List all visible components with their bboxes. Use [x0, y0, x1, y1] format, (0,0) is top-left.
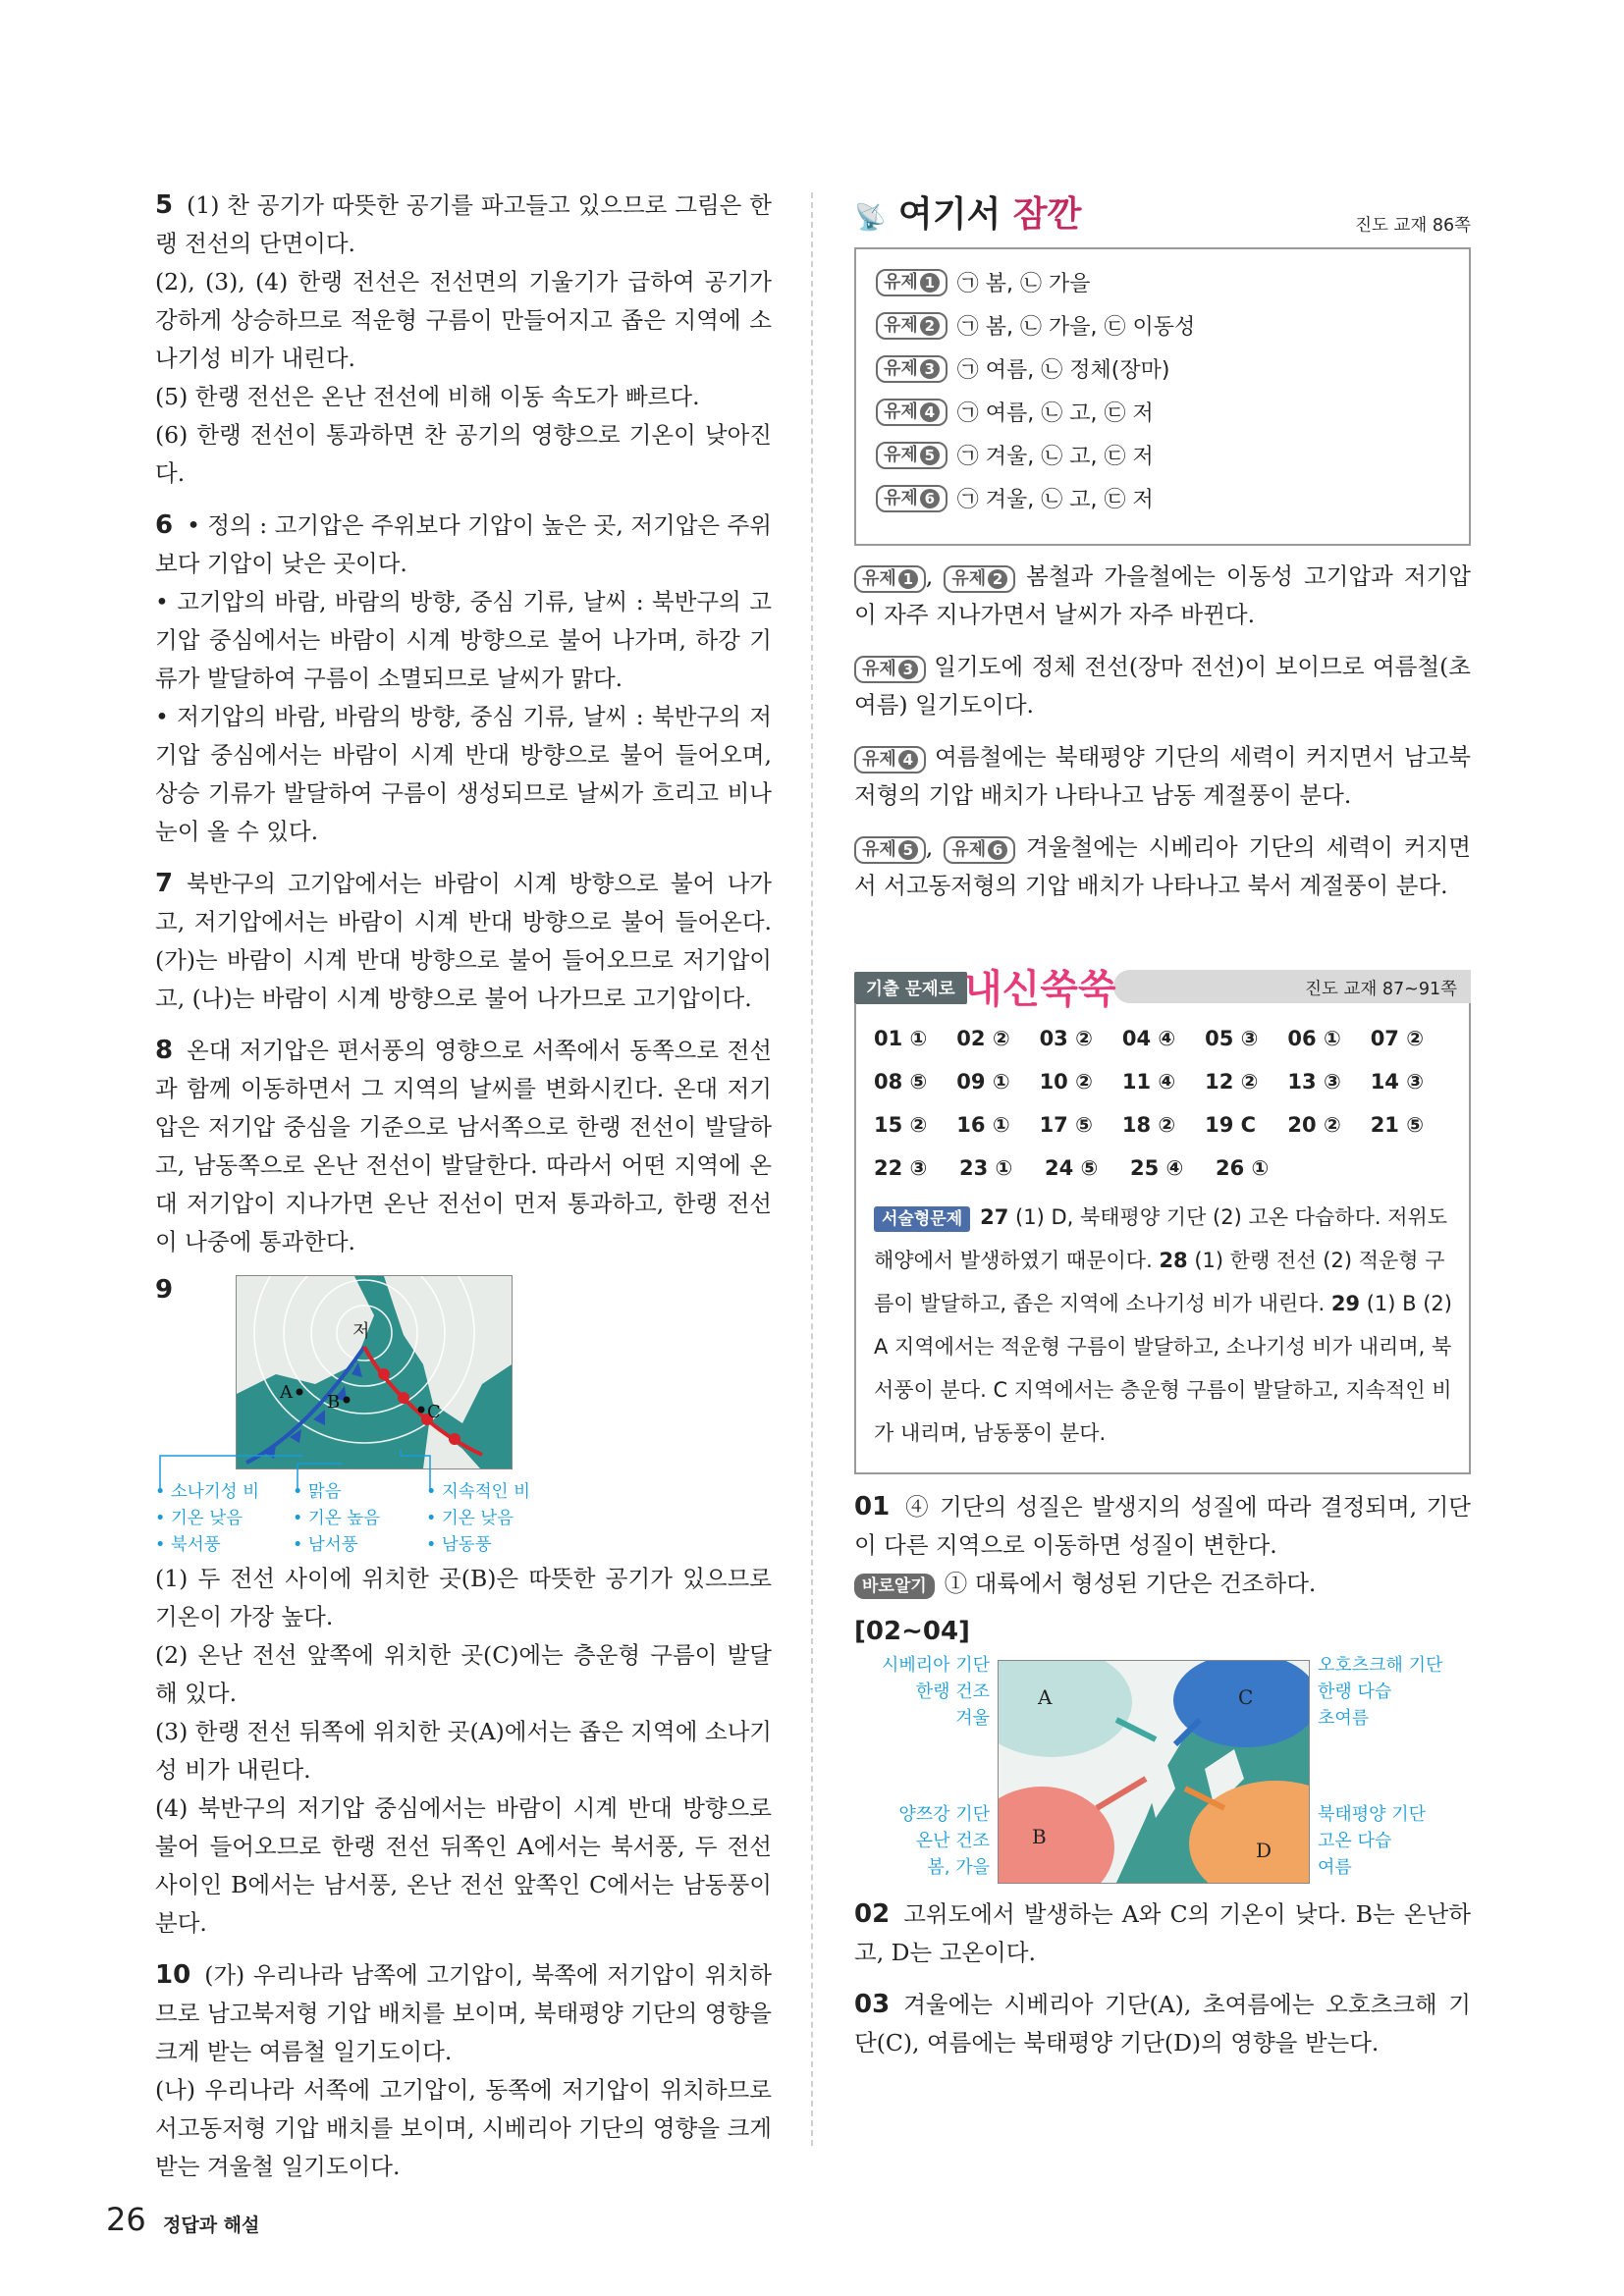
yeogi-jamkkan-title: 📡 여기서 잠깐	[854, 194, 1082, 235]
legend-point-c: • 지속적인 비 • 기온 낮음 • 남동풍	[426, 1482, 530, 1555]
naesin-page-ref: 진도 교재 87~91쪽	[1305, 980, 1457, 999]
answer-9-diagram	[155, 1275, 772, 1560]
point-b-label: B	[327, 1392, 341, 1413]
yuje-row-1: 유제 1 ㉠ 봄, ㉡ 가을	[876, 267, 1091, 297]
answer-5-line-1: 5 (1) 찬 공기가 따뜻한 공기를 파고들고 있으므로 그림은 한랭 전선의 단면이다.	[155, 190, 772, 257]
yuje-note-1-2: 유제 1 , 유제 2 봄철과 가을철에는 이동성 고기압과 저기압이 자주 지나가면서 날씨가 자주 바뀐다.	[854, 562, 1471, 628]
yuje-tag: 유제 3	[876, 355, 947, 383]
answer-7-text: 북반구의 고기압에서는 바람이 시계 방향으로 불어 나가고, 저기압에서는 바람이 시계 반대 방향으로 불어 들어온다. (가)는 바람이 시계 반대 방향으로 불어 들어오므로 저기압이고, (나)는 바람이 시계 방향으로 불어 나가므로 고기압이다.	[155, 870, 772, 1012]
answer-key-row: 22 ③ 23 ① 24 ⑤ 25 ④ 26 ①	[874, 1156, 1270, 1180]
yuje-tag: 유제 1	[876, 269, 947, 296]
footer-label: 정답과 해설	[163, 2215, 260, 2236]
yuje-tag: 유제 6	[876, 485, 947, 512]
weather-map-svg	[237, 1276, 512, 1468]
left-column	[155, 187, 772, 2200]
answer-10-line-2: (나) 우리나라 서쪽에 고기압이, 동쪽에 저기압이 위치하므로 서고동저형 기압 배치를 보이며, 시베리아 기단의 영향을 크게 받는 겨울철 일기도이다.	[155, 2076, 772, 2180]
answer-9-number: 9	[155, 1275, 174, 1305]
column-divider	[811, 192, 813, 2146]
answer-9	[155, 1560, 772, 1943]
point-a-dot	[297, 1389, 303, 1396]
answer-10	[155, 1956, 772, 2186]
answer-6-number: 6	[155, 510, 174, 540]
answer-01: 01 ④ 기단의 성질은 발생지의 성질에 따라 결정되며, 기단이 다른 지역으로 이동하면 성질이 변한다. 바로알기 ① 대륙에서 형성된 기단은 건조하다.	[854, 1492, 1471, 1597]
mass-a-label: A	[1038, 1685, 1053, 1709]
answer-6	[155, 507, 772, 851]
yeogi-jamkkan-box	[854, 187, 1471, 546]
yuje-tag: 유제 2	[876, 312, 947, 340]
answer-5-line-4: (6) 한랭 전선이 통과하면 찬 공기의 영향으로 기온이 낮아진다.	[155, 421, 772, 487]
mass-b-label: B	[1032, 1825, 1047, 1848]
point-c-label: C	[427, 1402, 441, 1422]
essay-tag: 서술형문제	[874, 1206, 970, 1232]
answer-9-line-4: (4) 북반구의 저기압 중심에서는 바람이 시계 반대 방향으로 불어 들어오므로 한랭 전선 뒤쪽인 A에서는 북서풍, 두 전선 사이인 B에서는 남서풍, 온난 전선 앞쪽인 C에서는 남동풍이 분다.	[155, 1794, 772, 1937]
yuje-note-3: 유제 3 일기도에 정체 전선(장마 전선)이 보이므로 여름철(초여름) 일기도이다.	[854, 653, 1471, 719]
legend-point-b: • 맑음 • 기온 높음 • 남서풍	[293, 1482, 381, 1555]
answer-5-line-2: (2), (3), (4) 한랭 전선은 전선면의 기울기가 급하여 공기가 강하게 상승하므로 적운형 구름이 만들어지고 좁은 지역에 소나기성 비가 내린다.	[155, 268, 772, 372]
yuje-tag: 유제 4	[876, 399, 947, 426]
point-c-dot	[418, 1407, 425, 1414]
barun-algi-tag: 바로알기	[854, 1574, 935, 1599]
answer-5-number: 5	[155, 190, 174, 220]
answer-7	[155, 865, 772, 1018]
naesin-title: 내신쑥쑥	[964, 967, 1116, 1012]
answer-10-number: 10	[155, 1960, 191, 1990]
air-mass-diagram	[854, 1652, 1471, 1888]
yuje-row-4: 유제 4 ㉠ 여름, ㉡ 고, ㉢ 저	[876, 397, 1154, 427]
question-range: [02~04]	[854, 1617, 970, 1646]
answer-6-line-3: • 저기압의 바람, 바람의 방향, 중심 기류, 날씨 : 북반구의 저기압 중심에서는 바람이 시계 반대 방향으로 불어 들어오며, 상승 기류가 발달하여 구름이 생성되므로 날씨가 흐리고 비나 눈이 올 수 있다.	[155, 703, 772, 845]
answer-6-line-1: 6 • 정의 : 고기압은 주위보다 기압이 높은 곳, 저기압은 주위보다 기압이 낮은 곳이다.	[155, 510, 772, 577]
answer-8-number: 8	[155, 1036, 174, 1065]
answer-03: 03 겨울에는 시베리아 기단(A), 초여름에는 오호츠크해 기단(C), 여름에는 북태평양 기단(D)의 영향을 받는다.	[854, 1990, 1471, 2056]
mass-d-label: D	[1256, 1839, 1272, 1862]
label-north-pacific: 북태평양 기단 고온 다습 여름	[1318, 1804, 1427, 1878]
yuje-row-5: 유제 5 ㉠ 겨울, ㉡ 고, ㉢ 저	[876, 440, 1154, 470]
answer-5	[155, 187, 772, 493]
yuje-row-6: 유제 6 ㉠ 겨울, ㉡ 고, ㉢ 저	[876, 483, 1154, 513]
answer-key-row: 08 ⑤ 09 ① 10 ② 11 ④ 12 ② 13 ③ 14 ③	[874, 1070, 1425, 1094]
yeogi-page-ref: 진도 교재 86쪽	[1355, 216, 1471, 236]
mass-c-label: C	[1238, 1685, 1254, 1709]
naesin-tag: 기출 문제로	[854, 972, 967, 1004]
yuje-note-4: 유제 4 여름철에는 북태평양 기단의 세력이 커지면서 남고북저형의 기압 배치가 나타나고 남동 계절풍이 분다.	[854, 743, 1471, 809]
label-siberia: 시베리아 기단 한랭 건조 겨울	[881, 1655, 990, 1729]
answer-5-line-3: (5) 한랭 전선은 온난 전선에 비해 이동 속도가 빠르다.	[155, 383, 700, 410]
satellite-icon: 📡	[854, 203, 887, 233]
answer-02: 02 고위도에서 발생하는 A와 C의 기온이 낮다. B는 온난하고, D는 고온이다.	[854, 1899, 1471, 1966]
answer-6-line-2: • 고기압의 바람, 바람의 방향, 중심 기류, 날씨 : 북반구의 고기압 중심에서는 바람이 시계 방향으로 불어 나가며, 하강 기류가 발달하여 구름이 소멸되므로 날씨가 맑다.	[155, 588, 772, 692]
air-mass-map-svg	[999, 1661, 1309, 1883]
air-mass-map	[998, 1660, 1310, 1884]
yuje-tag: 유제 5	[876, 442, 947, 469]
naesin-ssukssuk-box	[854, 964, 1471, 1474]
yuje-row-3: 유제 3 ㉠ 여름, ㉡ 정체(장마)	[876, 353, 1169, 384]
page-number: 26	[106, 2201, 146, 2238]
answer-10-line-1: 10 (가) 우리나라 남쪽에 고기압이, 북쪽에 저기압이 위치하므로 남고북저형 기압 배치를 보이며, 북태평양 기단의 영향을 크게 받는 여름철 일기도이다.	[155, 1960, 772, 2065]
label-yangtze: 양쯔강 기단 온난 건조 봄, 가을	[898, 1804, 990, 1878]
answer-9-line-3: (3) 한랭 전선 뒤쪽에 위치한 곳(A)에서는 좁은 지역에 소나기성 비가 내린다.	[155, 1718, 772, 1784]
answer-8-text: 온대 저기압은 편서풍의 영향으로 서쪽에서 동쪽으로 전선과 함께 이동하면서 그 지역의 날씨를 변화시킨다. 온대 저기압은 저기압 중심을 기준으로 남서쪽으로 한랭 전선이 발달하고, 남동쪽으로 온난 전선이 발달한다. 따라서 어떤 지역에 온대 저기압이 지나가면 온난 전선이 먼저 통과하고, 한랭 전선이 나중에 통과한다.	[155, 1037, 772, 1255]
yuje-row-2: 유제 2 ㉠ 봄, ㉡ 가을, ㉢ 이동성	[876, 310, 1195, 341]
point-b-dot	[344, 1397, 351, 1404]
point-a-label: A	[280, 1382, 293, 1403]
low-center-label: 저	[352, 1321, 370, 1342]
essay-answers: 서술형문제 27 (1) D, 북태평양 기단 (2) 고온 다습하다. 저위도 해양에서 발생하였기 때문이다. 28 (1) 한랭 전선 (2) 적운형 구름이 발달하고, 좁은 지역에 소나기성 비가 내린다. 29 (1) B (2) A 지역에서는 적운형 구름이 발달하고, 소나기성 비가 내리며, 북서풍이 분다. C 지역에서는 층운형 구름이 발달하고, 지속적인 비가 내리며, 남동풍이 분다.	[874, 1205, 1452, 1445]
answer-key-grid	[874, 1017, 1453, 1190]
answer-7-number: 7	[155, 869, 174, 898]
label-okhotsk: 오호츠크해 기단 한랭 다습 초여름	[1318, 1655, 1443, 1729]
right-column	[854, 187, 1471, 2076]
yuje-note-5-6: 유제 5 , 유제 6 겨울철에는 시베리아 기단의 세력이 커지면서 서고동저형의 기압 배치가 나타나고 북서 계절풍이 분다.	[854, 833, 1471, 899]
answer-8	[155, 1032, 772, 1261]
answer-key-row: 01 ① 02 ② 03 ② 04 ④ 05 ③ 06 ① 07 ②	[874, 1027, 1425, 1050]
yeogi-answers-frame	[854, 247, 1471, 546]
answer-key-row: 15 ② 16 ① 17 ⑤ 18 ② 19 C 20 ② 21 ⑤	[874, 1113, 1425, 1137]
legend-point-a: • 소나기성 비 • 기온 낮음 • 북서풍	[155, 1482, 259, 1555]
weather-map	[236, 1275, 513, 1469]
answer-9-line-1: (1) 두 전선 사이에 위치한 곳(B)은 따뜻한 공기가 있으므로 기온이 가장 높다.	[155, 1565, 772, 1630]
answer-9-line-2: (2) 온난 전선 앞쪽에 위치한 곳(C)에는 층운형 구름이 발달해 있다.	[155, 1641, 772, 1707]
